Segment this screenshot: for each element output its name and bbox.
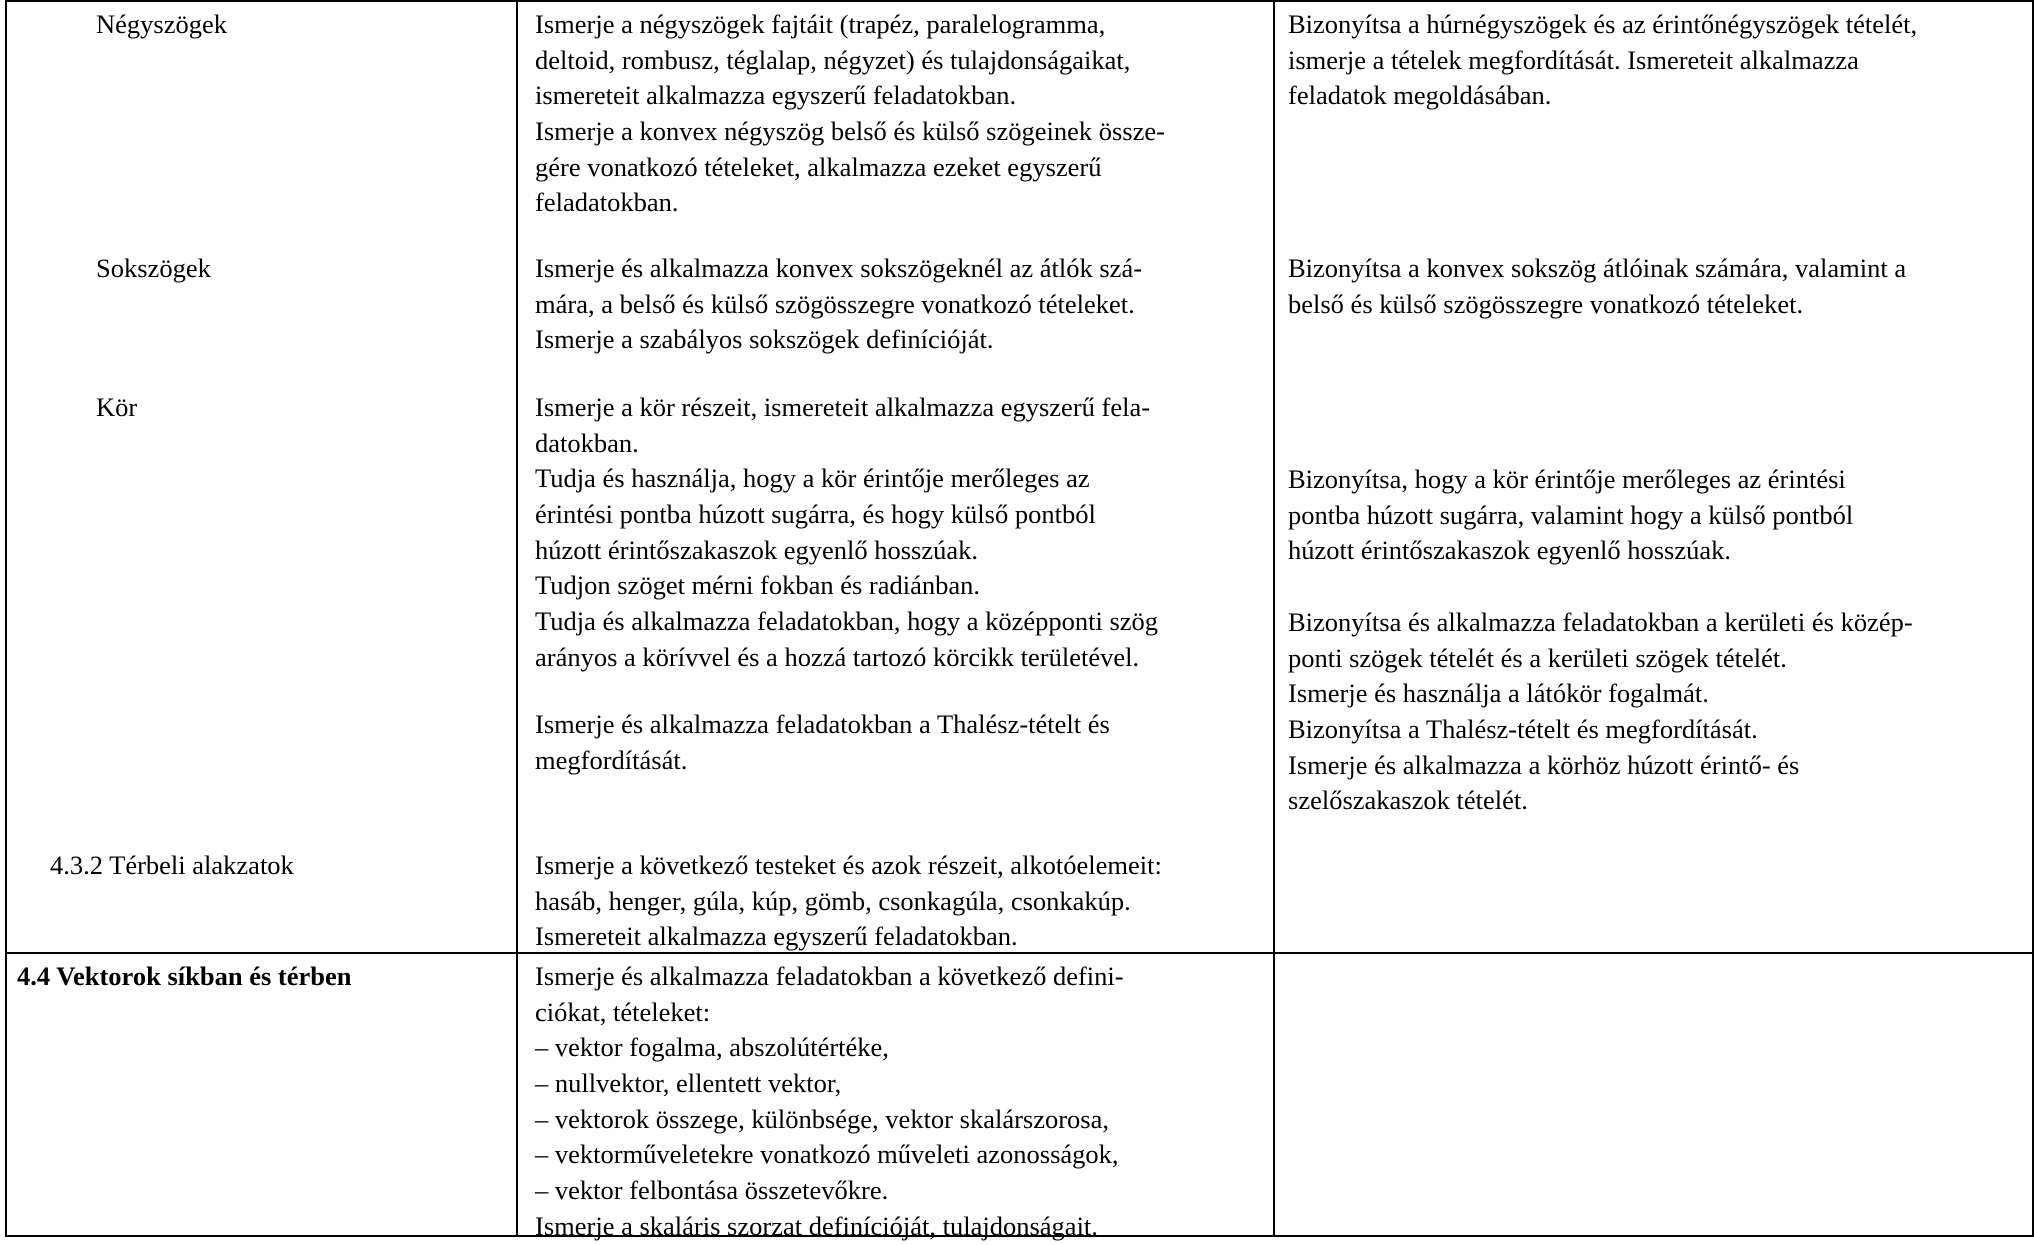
curriculum-table [5,0,2034,1241]
text-line: ponti szögek tételét és a kerületi szögek tételét. [1288,642,1787,673]
section-heading-vektorok: 4.4 Vektorok síkban és térben [17,961,352,991]
text-line: mára, a belső és külső szögösszegre vonatkozó tételeket. [535,288,1135,319]
text-line: pontba húzott sugárra, valamint hogy a külső pontból [1288,499,1854,530]
right-block-kor-erinto [1275,462,2032,569]
table-row-geometry [6,1,2033,953]
text-line: Ismerje a négyszögek fajtáit (trapéz, paralelogramma, [535,9,1106,39]
text-line: ismereteit alkalmazza egyszerű feladatokban. [535,80,1017,111]
text-line: feladatokban. [535,187,679,218]
requirements-middle-cell [517,953,1274,1241]
text-line: ciókat, tételeket: [535,996,711,1027]
text-line: húzott érintőszakaszok egyenlő hosszúak. [535,534,979,565]
topic-column-cell [6,1,517,953]
text-line: feladatok megoldásában. [1288,80,1552,111]
text-line: Tudja és alkalmazza feladatokban, hogy a középponti szög [535,606,1159,637]
right-block-sokszogek [1275,251,2032,322]
text-line: Ismerje és alkalmazza feladatokban a Thalész-tételt és [535,709,1110,739]
right-block-kor-szogek [1275,605,2032,819]
text-line: Bizonyítsa, hogy a kör érintője merőleges az érintési [1288,464,1846,494]
text-line: – vektorok összege, különbsége, vektor skalárszorosa, [535,1103,1110,1134]
text-line: Bizonyítsa a konvex sokszög átlóinak számára, valamint a [1288,253,1907,283]
table-row-vektorok [6,953,2033,1236]
text-line: arányos a körívvel és a hozzá tartozó körcikk területével. [535,641,1140,672]
text-line: Bizonyítsa a Thalész-tételt és megfordítását. [1288,714,1758,745]
requirements-right-cell [1274,1,2033,953]
text-line: szelőszakaszok tételét. [1288,785,1528,816]
text-line: ismerje a tételek megfordítását. Ismereteit alkalmazza [1288,44,1859,75]
middle-block-thalesz [518,707,1273,778]
topic-terbeli-alakzatok: 4.3.2 Térbeli alakzatok [50,850,294,880]
requirements-right-cell-empty [1274,953,2033,1236]
text-line: datokban. [535,427,639,458]
text-line: – vektor fogalma, abszolútértéke, [535,1032,889,1063]
text-line: hasáb, henger, gúla, kúp, gömb, csonkagúla, csonkakúp. [535,885,1131,916]
text-line: Ismerje a következő testeket és azok részeit, alkotóelemeit: [535,850,1162,880]
text-line: megfordítását. [535,744,688,775]
topic-negyszogek: Négyszögek [96,9,227,39]
text-line: húzott érintőszakaszok egyenlő hosszúak. [1288,535,1732,566]
text-line: Tudjon szöget mérni fokban és radiánban. [535,570,981,601]
right-block-negyszogek [1275,7,2032,114]
text-line: Ismerje és alkalmazza feladatokban a következő defini- [535,961,1124,991]
text-line: belső és külső szögösszegre vonatkozó tételeket. [1288,288,1804,319]
text-line: Ismerje és használja a látókör fogalmát. [1288,678,1709,709]
text-line: Ismereteit alkalmazza egyszerű feladatokban. [535,921,1018,952]
topic-sokszogek: Sokszögek [96,253,211,283]
topic-column-cell [6,953,517,1236]
topic-kor: Kör [96,392,138,422]
text-line: – vektorműveletekre vonatkozó műveleti azonosságok, [535,1139,1119,1170]
text-line: érintési pontba húzott sugárra, és hogy külső pontból [535,499,1096,530]
text-line: Ismerje és alkalmazza a körhöz húzott érintő- és [1288,749,1800,780]
text-line: Ismerje és alkalmazza konvex sokszögeknél az átlók szá- [535,253,1143,283]
text-line: deltoid, rombusz, téglalap, négyzet) és tulajdonságaikat, [535,44,1131,75]
middle-block-negyszogek [518,7,1273,221]
text-line: Tudja és használja, hogy a kör érintője merőleges az [535,463,1090,494]
middle-block-sokszogek [518,251,1273,358]
text-line: Ismerje a szabályos sokszögek definícióját. [535,324,994,355]
middle-block-kor [518,390,1273,676]
text-line: Ismerje a konvex négyszög belső és külső szögeinek össze- [535,116,1165,147]
middle-block-terbeli [518,848,1273,955]
requirements-middle-cell [517,1,1274,953]
text-line: – vektor felbontása összetevőkre. [535,1175,889,1206]
middle-block-vektorok [518,959,1273,1245]
text-line: Ismerje a skaláris szorzat definícióját, tulajdonságait. [535,1210,1098,1241]
text-line: Bizonyítsa a húrnégyszögek és az érintőnégyszögek tételét, [1288,9,1918,39]
text-line: gére vonatkozó tételeket, alkalmazza ezeket egyszerű [535,151,1102,182]
text-line: Bizonyítsa és alkalmazza feladatokban a kerületi és közép- [1288,607,1913,637]
text-line: – nullvektor, ellentett vektor, [535,1068,842,1099]
text-line: Ismerje a kör részeit, ismereteit alkalmazza egyszerű fela- [535,392,1151,422]
